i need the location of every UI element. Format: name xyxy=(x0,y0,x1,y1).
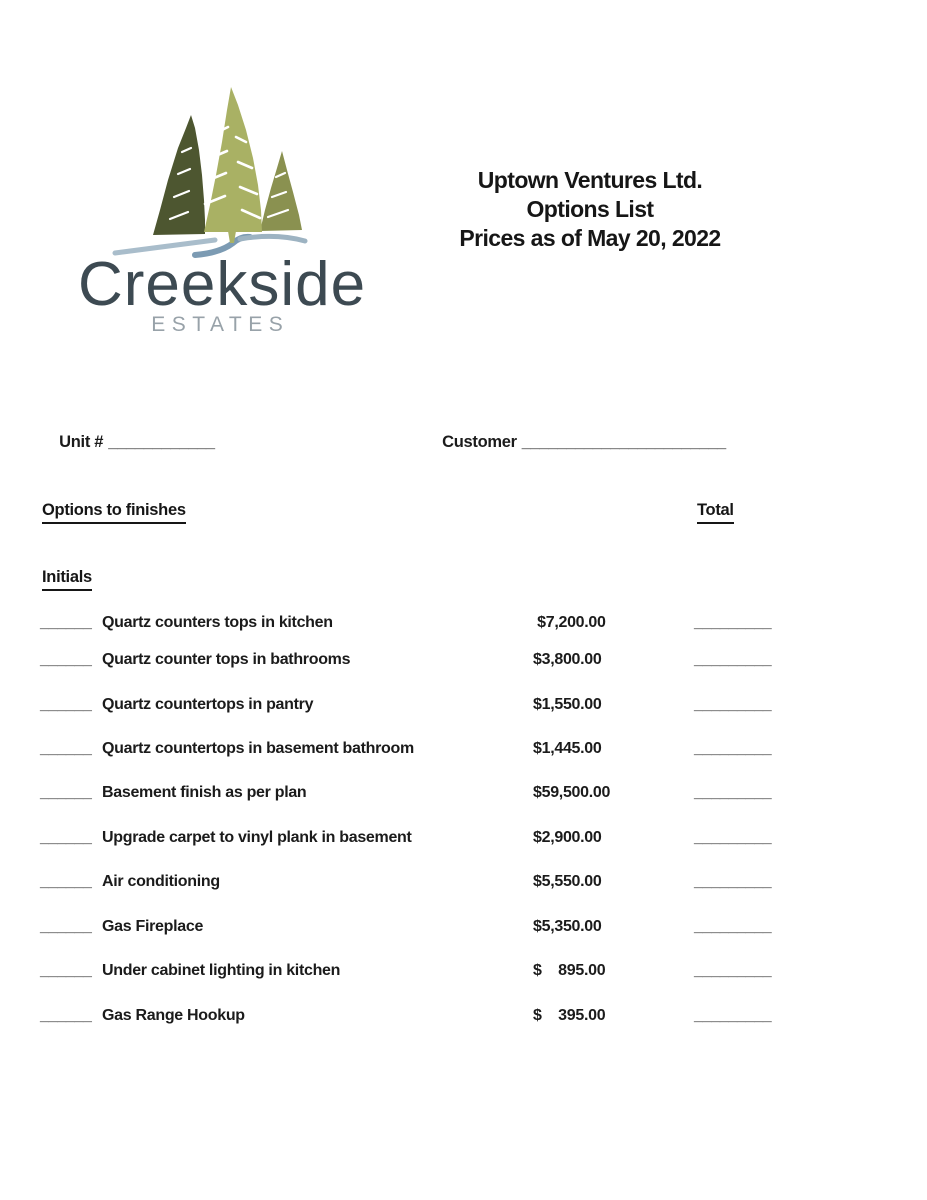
customer-blank-line: _______________________ xyxy=(521,433,726,451)
total-blank-line: _________ xyxy=(694,918,772,935)
option-row xyxy=(0,961,927,981)
option-label: Air conditioning xyxy=(102,873,220,890)
option-label: Basement finish as per plan xyxy=(102,784,307,801)
total-blank-line: _________ xyxy=(694,614,772,631)
total-blank-line: _________ xyxy=(694,873,772,890)
option-row xyxy=(0,872,927,892)
pine-trees-logo-icon xyxy=(100,80,340,260)
unit-field xyxy=(42,414,215,471)
initials-blank-line: ______ xyxy=(40,784,92,801)
option-price: $7,200.00 xyxy=(533,614,606,631)
option-price: $ 895.00 xyxy=(533,962,606,979)
total-blank-line: _________ xyxy=(694,784,772,801)
total-blank-line: _________ xyxy=(694,1007,772,1024)
option-price: $ 395.00 xyxy=(533,1007,606,1024)
option-row xyxy=(0,739,927,759)
option-label: Quartz counter tops in bathrooms xyxy=(102,651,351,668)
total-blank-line: _________ xyxy=(694,696,772,713)
initials-blank-line: ______ xyxy=(40,829,92,846)
initials-blank-line: ______ xyxy=(40,696,92,713)
option-price: $1,445.00 xyxy=(533,740,602,757)
option-row xyxy=(0,1006,927,1026)
option-label: Quartz counters tops in kitchen xyxy=(102,614,333,631)
option-price: $5,350.00 xyxy=(533,918,602,935)
option-row xyxy=(0,828,927,848)
total-blank-line: _________ xyxy=(694,651,772,668)
customer-field xyxy=(425,414,726,471)
option-row xyxy=(0,613,927,633)
option-row xyxy=(0,695,927,715)
price-date-line: Prices as of May 20, 2022 xyxy=(459,225,721,251)
option-label: Under cabinet lighting in kitchen xyxy=(102,962,341,979)
option-price: $2,900.00 xyxy=(533,829,602,846)
initials-heading: Initials xyxy=(42,568,92,591)
initials-blank-line: ______ xyxy=(40,1007,92,1024)
option-label: Upgrade carpet to vinyl plank in basement xyxy=(102,829,412,846)
initials-blank-line: ______ xyxy=(40,873,92,890)
option-label: Quartz countertops in basement bathroom xyxy=(102,740,414,757)
document-title: Options List xyxy=(526,196,654,222)
option-price: $5,550.00 xyxy=(533,873,602,890)
unit-label: Unit # xyxy=(59,433,104,451)
total-column-heading: Total xyxy=(697,501,734,524)
total-blank-line: _________ xyxy=(694,962,772,979)
company-name: Uptown Ventures Ltd. xyxy=(477,167,703,193)
unit-blank-line: ____________ xyxy=(108,433,215,451)
option-label: Quartz countertops in pantry xyxy=(102,696,314,713)
option-row xyxy=(0,783,927,803)
options-section-heading: Options to finishes xyxy=(42,501,186,524)
initials-blank-line: ______ xyxy=(40,651,92,668)
logo-tagline: ESTATES xyxy=(151,313,290,336)
initials-blank-line: ______ xyxy=(40,962,92,979)
total-blank-line: _________ xyxy=(694,740,772,757)
initials-blank-line: ______ xyxy=(40,614,92,631)
document-header xyxy=(420,166,760,253)
total-blank-line: _________ xyxy=(694,829,772,846)
option-row xyxy=(0,917,927,937)
logo-wordmark: Creekside xyxy=(77,250,367,319)
option-row xyxy=(0,650,927,670)
initials-blank-line: ______ xyxy=(40,918,92,935)
option-label: Gas Range Hookup xyxy=(102,1007,245,1024)
customer-label: Customer xyxy=(442,433,517,451)
initials-blank-line: ______ xyxy=(40,740,92,757)
option-price: $59,500.00 xyxy=(533,784,611,801)
option-price: $1,550.00 xyxy=(533,696,602,713)
option-price: $3,800.00 xyxy=(533,651,602,668)
option-label: Gas Fireplace xyxy=(102,918,204,935)
